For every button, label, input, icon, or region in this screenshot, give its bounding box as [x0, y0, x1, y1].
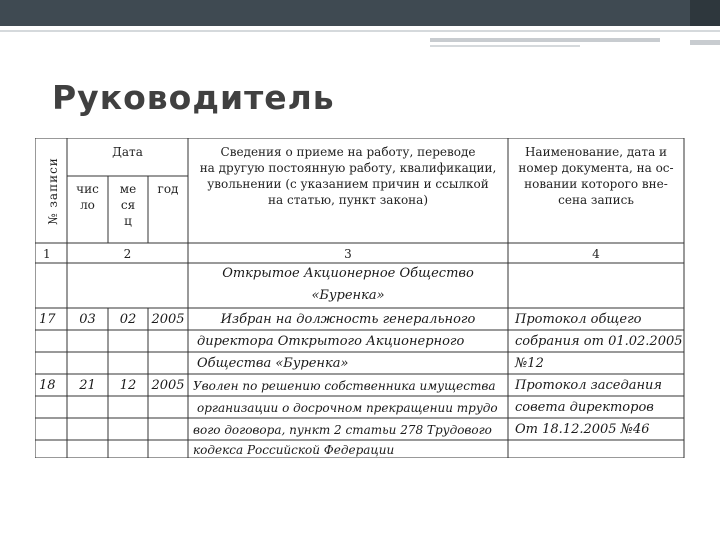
record-doc-line: собрания от 01.02.2005	[515, 334, 683, 349]
record-month: 12	[119, 378, 137, 393]
column-number: 4	[592, 247, 600, 261]
work-record-table	[35, 138, 685, 458]
record-info-line: Уволен по решению собственника имущества	[193, 379, 496, 393]
record-info-line: директора Открытого Акционерного	[197, 334, 465, 349]
record-month: 02	[119, 312, 137, 327]
decor-rule	[690, 40, 720, 45]
column-number: 3	[344, 247, 352, 261]
record-info-line: кодекса Российской Федерации	[193, 443, 395, 457]
record-doc-line: Протокол общего	[515, 312, 642, 327]
top-decor-bar	[0, 0, 720, 26]
top-decor-accent	[690, 0, 720, 26]
organization-name-quoted: «Буренка»	[311, 288, 385, 303]
record-doc-line: Протокол заседания	[515, 378, 662, 393]
record-doc-line: №12	[515, 356, 544, 371]
record-info-line: вого договора, пункт 2 статьи 278 Трудового	[193, 423, 492, 437]
header-record-no: № записи	[46, 156, 60, 225]
header-day: чис ло	[76, 182, 99, 212]
header-year: год	[157, 182, 179, 196]
organization-name: Открытое Акционерное Общество	[222, 266, 474, 281]
record-number: 17	[39, 312, 56, 327]
record-info-line: Общества «Буренка»	[197, 356, 349, 371]
slide-title: Руководитель	[52, 78, 335, 117]
record-info-line: организации о досрочном прекращении трудо	[197, 401, 498, 415]
header-info: Сведения о приеме на работу, переводе на другую постоянную работу, квалификации, увольнении (с указанием причин и ссылкой на статью, пункт закона)	[199, 145, 497, 207]
decor-rule	[0, 30, 720, 32]
record-year: 2005	[151, 378, 185, 393]
header-date: Дата	[112, 145, 143, 159]
column-number: 2	[123, 247, 132, 261]
header-document: Наименование, дата и номер документа, на ос- новании которого вне- сена запись	[518, 145, 674, 207]
record-doc-line: От 18.12.2005 №46	[515, 422, 650, 437]
record-number: 18	[39, 378, 56, 393]
record-info-line: Избран на должность генерального	[220, 312, 476, 327]
decor-rule	[430, 45, 580, 47]
record-day: 21	[79, 378, 96, 393]
record-doc-line: совета директоров	[515, 400, 654, 415]
record-day: 03	[79, 312, 96, 327]
record-year: 2005	[151, 312, 185, 327]
column-number: 1	[43, 247, 51, 261]
decor-rule	[430, 38, 660, 42]
header-month: ме ся ц	[119, 182, 137, 228]
